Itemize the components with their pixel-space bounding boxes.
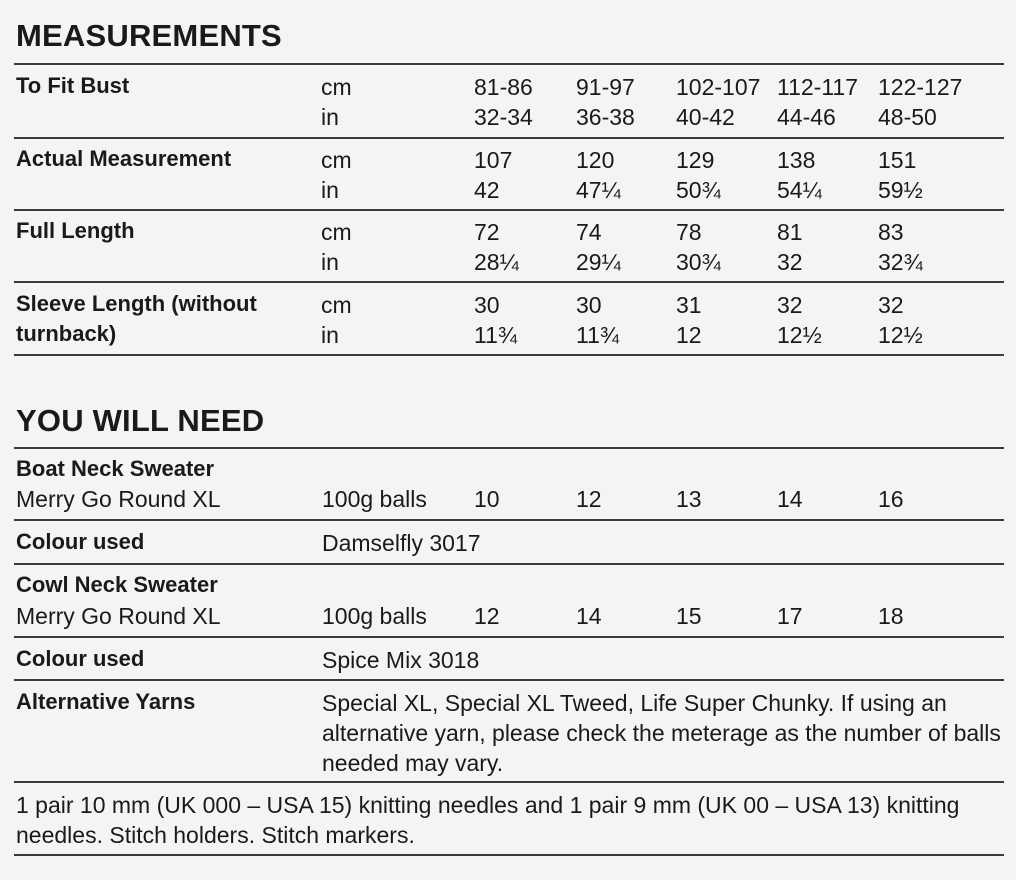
size-1-cm: 72 <box>474 219 500 245</box>
size-4-cm: 81 <box>777 219 803 245</box>
alternative-yarns-label: Alternative Yarns <box>16 689 196 714</box>
size-3-in: 12 <box>676 322 702 348</box>
size-5-cm: 83 <box>878 219 904 245</box>
size-2-cm: 91-97 <box>576 74 635 100</box>
balls-size-4: 17 <box>777 603 803 629</box>
colour-used-label: Colour used <box>16 646 145 671</box>
measurements-heading: MEASUREMENTS <box>16 18 282 53</box>
size-1-cm: 107 <box>474 147 513 173</box>
cowl-neck-title: Cowl Neck Sweater <box>16 572 218 597</box>
ball-unit: 100g balls <box>322 603 427 629</box>
size-4-in: 44-46 <box>777 104 836 130</box>
you-will-need-heading: YOU WILL NEED <box>16 403 265 438</box>
colour-used-label: Colour used <box>16 529 145 554</box>
divider <box>14 854 1004 856</box>
size-1-in: 42 <box>474 177 500 203</box>
balls-size-5: 16 <box>878 486 904 512</box>
unit-cm: cm <box>321 292 352 318</box>
size-1-in: 11¾ <box>474 322 518 348</box>
balls-size-4: 14 <box>777 486 803 512</box>
size-2-in: 47¼ <box>576 177 621 203</box>
size-2-cm: 30 <box>576 292 602 318</box>
size-3-cm: 78 <box>676 219 702 245</box>
balls-size-3: 15 <box>676 603 702 629</box>
boat-neck-title: Boat Neck Sweater <box>16 456 215 481</box>
size-1-in: 32-34 <box>474 104 533 130</box>
size-4-in: 54¼ <box>777 177 822 203</box>
yarn-name: Merry Go Round XL <box>16 486 221 512</box>
ball-unit: 100g balls <box>322 486 427 512</box>
unit-cm: cm <box>321 74 352 100</box>
row-label: To Fit Bust <box>16 73 130 98</box>
size-2-cm: 74 <box>576 219 602 245</box>
unit-cm: cm <box>321 219 352 245</box>
balls-size-1: 12 <box>474 603 500 629</box>
divider <box>14 63 1004 65</box>
size-4-cm: 32 <box>777 292 803 318</box>
balls-size-3: 13 <box>676 486 702 512</box>
size-1-cm: 30 <box>474 292 500 318</box>
size-4-in: 32 <box>777 249 803 275</box>
divider <box>14 281 1004 283</box>
size-2-in: 11¾ <box>576 322 620 348</box>
balls-size-5: 18 <box>878 603 904 629</box>
size-5-in: 48-50 <box>878 104 937 130</box>
size-3-in: 40-42 <box>676 104 735 130</box>
balls-size-2: 14 <box>576 603 602 629</box>
colour-used-value: Damselfly 3017 <box>322 530 481 556</box>
row-label: Actual Measurement <box>16 146 232 171</box>
size-1-in: 28¼ <box>474 249 519 275</box>
size-1-cm: 81-86 <box>474 74 533 100</box>
unit-in: in <box>321 104 339 130</box>
needles-text: 1 pair 10 mm (UK 000 – USA 15) knitting needles and 1 pair 9 mm (UK 00 – USA 13) knitting needles. Stitch holders. Stitch markers. <box>16 792 960 848</box>
size-5-cm: 122-127 <box>878 74 963 100</box>
divider <box>14 519 1004 521</box>
row-label: Full Length <box>16 218 135 243</box>
size-3-cm: 31 <box>676 292 702 318</box>
divider <box>14 209 1004 211</box>
size-2-in: 36-38 <box>576 104 635 130</box>
size-5-cm: 151 <box>878 147 917 173</box>
divider <box>14 354 1004 356</box>
unit-in: in <box>321 177 339 203</box>
divider <box>14 636 1004 638</box>
size-3-cm: 129 <box>676 147 715 173</box>
row-label-continued: turnback) <box>16 321 117 346</box>
size-5-cm: 32 <box>878 292 904 318</box>
row-label: Sleeve Length (without <box>16 291 257 316</box>
divider <box>14 679 1004 681</box>
divider <box>14 563 1004 565</box>
balls-size-2: 12 <box>576 486 602 512</box>
size-4-in: 12½ <box>777 322 822 348</box>
divider <box>14 137 1004 139</box>
unit-in: in <box>321 249 339 275</box>
size-4-cm: 112-117 <box>777 74 858 100</box>
unit-cm: cm <box>321 147 352 173</box>
alternative-yarns-text: Special XL, Special XL Tweed, Life Super Chunky. If using an alternative yarn, please check the meterage as the number of balls needed may vary. <box>322 690 1001 776</box>
yarn-name: Merry Go Round XL <box>16 603 221 629</box>
size-2-cm: 120 <box>576 147 615 173</box>
divider <box>14 447 1004 449</box>
size-2-in: 29¼ <box>576 249 621 275</box>
unit-in: in <box>321 322 339 348</box>
size-3-in: 30¾ <box>676 249 721 275</box>
balls-size-1: 10 <box>474 486 500 512</box>
size-3-cm: 102-107 <box>676 74 761 100</box>
size-3-in: 50¾ <box>676 177 721 203</box>
size-4-cm: 138 <box>777 147 816 173</box>
size-5-in: 12½ <box>878 322 923 348</box>
divider <box>14 781 1004 783</box>
size-5-in: 32¾ <box>878 249 923 275</box>
colour-used-value: Spice Mix 3018 <box>322 647 480 673</box>
size-5-in: 59½ <box>878 177 923 203</box>
